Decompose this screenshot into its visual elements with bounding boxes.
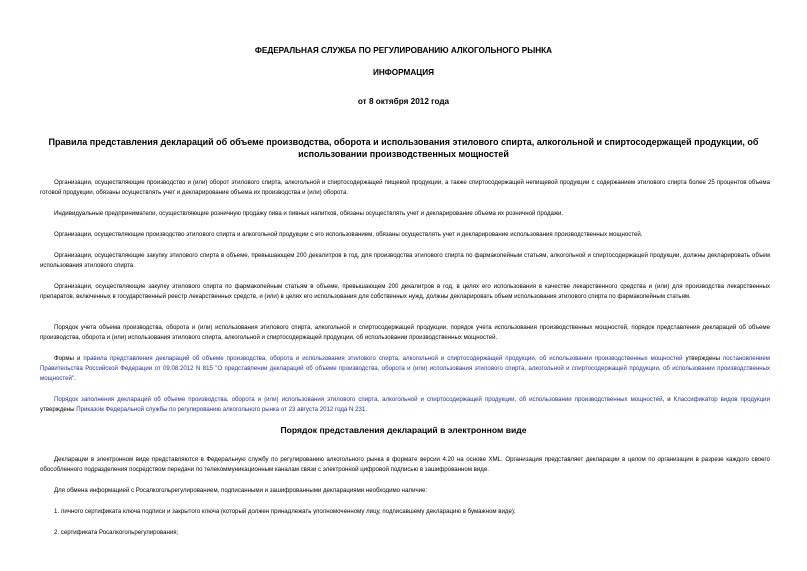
text: , и	[662, 396, 674, 403]
text: утверждены	[40, 406, 77, 413]
rules-link[interactable]: правила представления деклараций об объеме производства, оборота и использования этилового спирта, алкогольной и спиртосодержащей продукции, об использовании производственных мощностей	[83, 355, 683, 362]
document-date: от 8 октября 2012 года	[357, 97, 450, 106]
text: .	[74, 375, 76, 382]
paragraph: Порядок учета объема производства, оборота и (или) использования этилового спирта, алкогольной и спиртосодержащей продукции, порядок учета использования производственных мощностей, порядок представления деклараций об объеме производства, оборота и (или) использования этилового спирта, алкогольной и спиртосодержащей продукции, об использовании производственных мощностей.	[40, 324, 770, 341]
section-heading: Порядок представления деклараций в электронном виде	[280, 425, 527, 435]
filling-order-link[interactable]: Порядок заполнения деклараций об объеме производства, оборота и (или) использования этилового спирта, алкогольной и спиртосодержащей продукции, об использовании производственных мощностей	[54, 396, 663, 403]
classifier-link[interactable]: Классификатор видов продукции	[673, 396, 770, 403]
list-item: 1. личного сертификата ключа подписи и закрытого ключа (который должен принадлежать уполномоченному лицу, подписавшему декларацию в бумажном виде);	[54, 508, 516, 515]
text: .	[365, 406, 367, 413]
paragraph: Организации, осуществляющие закупку этилового спирта по фармакопейным статьям в объеме, превышающем 200 декалитров в год, в целях его использования в качестве лекарственного средства и (или) для производства лекарственных препаратов, включенных в государственный реестр лекарственных средств, и (или) в целях его использования для собственных нужд, должны декларировать объем использования этилового спирта по фармакопейным статьям.	[40, 283, 770, 300]
forms-paragraph	[40, 354, 770, 384]
text: Формы и	[54, 355, 84, 362]
document-title: Правила представления деклараций об объеме производства, оборота и использования этилового спирта, алкогольной и спиртосодержащей продукции, об использовании производственных мощностей	[48, 137, 759, 159]
paragraph: Для обмена информацией с Росалкогольрегулированием, подписанными и зашифрованными декларациями необходимо наличие:	[54, 487, 428, 494]
paragraph: Индивидуальные предприниматели, осуществляющие розничную продажу пива и пивных напитков, обязаны осуществлять учет и декларирование объема их розничной продажи.	[54, 210, 564, 217]
list-item: 2. сертификата Росалкогольрегулирования;	[54, 529, 179, 536]
text: утверждены	[682, 355, 723, 362]
paragraph: Организации, осуществляющие производство этилового спирта и алкогольной продукции с его использованием, обязаны осуществлять учет и декларирование использования производственных мощностей.	[54, 231, 643, 238]
document-type: ИНФОРМАЦИЯ	[373, 68, 434, 77]
paragraph: Организации, осуществляющие производство и (или) оборот этилового спирта, алкогольной и спиртосодержащей пищевой продукции, а также спиртосодержащей непищевой продукции с содержанием этилового спирта более 25 процентов объема готовой продукции, обязаны осуществлять учет и декларирование объема их производства и (или) оборота.	[40, 179, 770, 196]
agency-name: ФЕДЕРАЛЬНАЯ СЛУЖБА ПО РЕГУЛИРОВАНИЮ АЛКОГОЛЬНОГО РЫНКА	[254, 46, 553, 55]
order-link[interactable]: Приказом Федеральной службы по регулированию алкогольного рынка от 23 августа 2012 года N 231	[76, 406, 366, 413]
resolution-link[interactable]: постановлением Правительства Российской Федерации от 09.08.2012 N 815 "О представлении деклараций об объеме производства, оборота и (или) использования этилового спирта, алкогольной и спиртосодержащей продукции, об использовании производственных мощностей"	[40, 355, 770, 382]
paragraph: Организации, осуществляющие закупку этилового спирта в объеме, превышающем 200 декалитров в год, для производства этилового спирта по фармакопейным статьям, алкогольной и спиртосодержащей продукции, должны декларировать объем использования этилового спирта.	[40, 252, 770, 269]
paragraph: Декларации в электронном виде представляются в Федеральную службу по регулированию алкогольного рынка в формате версии 4.20 на основе XML. Организация представляет декларации в целом по организации в разрезе каждого своего обособленного подразделения посредством передачи по телекоммуникационным каналам связи с электронной цифровой подписью в зашифрованном виде.	[40, 456, 770, 473]
order-paragraph	[40, 395, 770, 415]
